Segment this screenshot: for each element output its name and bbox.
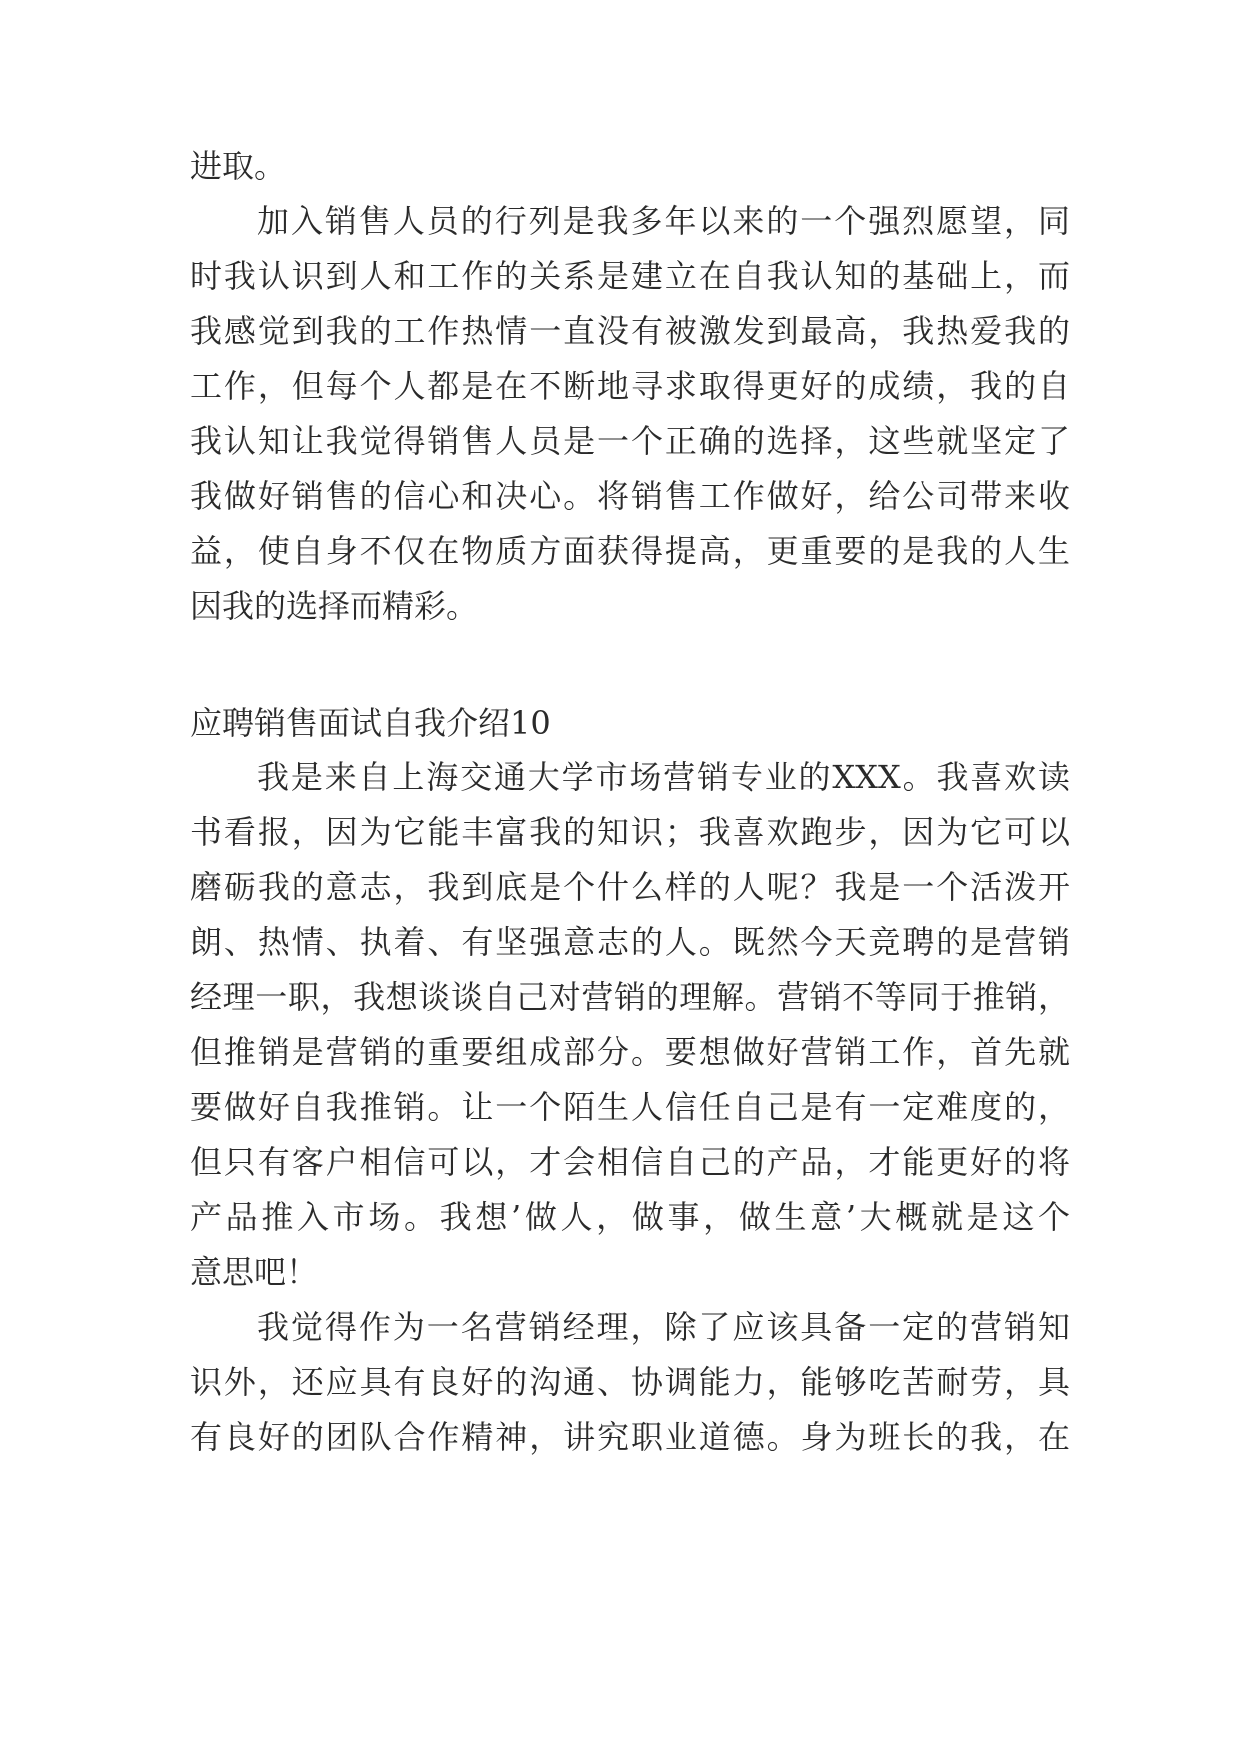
text-line: 识外，还应具有良好的沟通、协调能力，能够吃苦耐劳，具: [190, 1363, 1070, 1401]
text-line: 磨砺我的意志，我到底是个什么样的人呢？我是一个活泼开: [190, 868, 1070, 906]
text-line: 但推销是营销的重要组成部分。要想做好营销工作，首先就: [190, 1033, 1070, 1071]
text-line: 书看报，因为它能丰富我的知识；我喜欢跑步，因为它可以: [190, 813, 1070, 851]
text-line: 有良好的团队合作精神，讲究职业道德。身为班长的我，在: [190, 1418, 1070, 1456]
text-line: 产品推入市场。我想’做人，做事，做生意’大概就是这个: [190, 1198, 1070, 1236]
paragraph-first-line: 加入销售人员的行列是我多年以来的一个强烈愿望，同: [257, 202, 1070, 240]
text-line: 我做好销售的信心和决心。将销售工作做好，给公司带来收: [190, 477, 1070, 515]
text-line: 但只有客户相信可以，才会相信自己的产品，才能更好的将: [190, 1143, 1070, 1181]
text-line: 意思吧！: [190, 1253, 319, 1291]
text-line: 进取。: [190, 147, 287, 185]
section-heading: 应聘销售面试自我介绍10: [190, 704, 551, 742]
text-line: 时我认识到人和工作的关系是建立在自我认知的基础上，而: [190, 257, 1070, 295]
text-line: 益，使自身不仅在物质方面获得提高，更重要的是我的人生: [190, 532, 1070, 570]
text-line: 朗、热情、执着、有坚强意志的人。既然今天竞聘的是营销: [190, 923, 1070, 961]
paragraph-first-line: 我是来自上海交通大学市场营销专业的XXX。我喜欢读: [257, 758, 1070, 796]
text-line: 要做好自我推销。让一个陌生人信任自己是有一定难度的，: [190, 1088, 1070, 1126]
text-line: 因我的选择而精彩。: [190, 587, 479, 625]
text-line: 我感觉到我的工作热情一直没有被激发到最高，我热爱我的: [190, 312, 1070, 350]
paragraph-first-line: 我觉得作为一名营销经理，除了应该具备一定的营销知: [257, 1308, 1070, 1346]
text-line: 经理一职，我想谈谈自己对营销的理解。营销不等同于推销，: [190, 978, 1070, 1016]
text-line: 工作，但每个人都是在不断地寻求取得更好的成绩，我的自: [190, 367, 1070, 405]
text-line: 我认知让我觉得销售人员是一个正确的选择，这些就坚定了: [190, 422, 1070, 460]
